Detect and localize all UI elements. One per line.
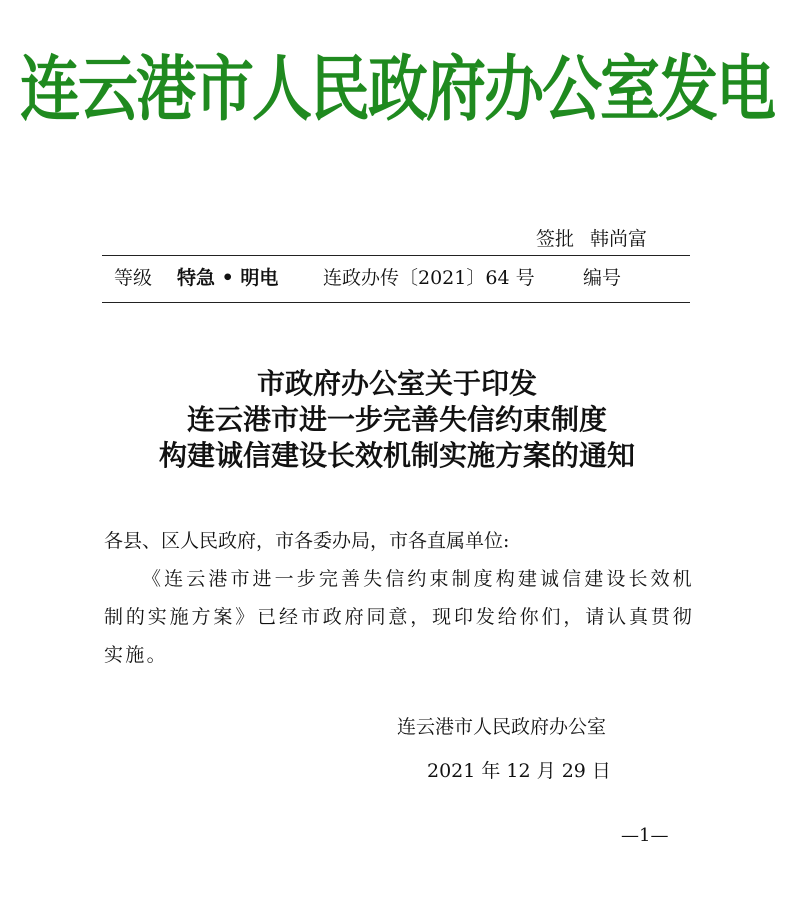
title-line: 连云港市进一步完善失信约束制度 bbox=[186, 403, 607, 436]
page-number: —1— bbox=[621, 825, 669, 846]
title-line: 市政府办公室关于印发 bbox=[256, 367, 537, 400]
body-text bbox=[104, 522, 694, 674]
body-paragraph: 《连云港市进一步完善失信约束制度构建诚信建设长效机制的实施方案》已经市政府同意，现印发给你们，请认真贯彻实施。 bbox=[104, 568, 694, 666]
top-rule bbox=[102, 255, 690, 256]
level-label: 等级 bbox=[114, 267, 153, 289]
date: 2021 年 12 月 29 日 bbox=[427, 760, 611, 782]
signoff bbox=[536, 226, 647, 252]
title-line: 构建诚信建设长效机制实施方案的通知 bbox=[158, 439, 635, 472]
header-title: 连云港市人民政府办公室发电 bbox=[20, 48, 774, 132]
sender: 连云港市人民政府办公室 bbox=[397, 716, 607, 738]
number-label: 编号 bbox=[583, 267, 622, 289]
signoff-label: 签批 bbox=[536, 228, 575, 250]
signoff-name: 韩尚富 bbox=[590, 228, 648, 250]
meta-row bbox=[114, 264, 694, 294]
document-number: 连政办传〔2021〕64 号 bbox=[323, 267, 535, 289]
level-value: 特急 • 明电 bbox=[177, 267, 279, 289]
addressee: 各县、区人民政府，市各委办局，市各直属单位: bbox=[104, 530, 510, 552]
bottom-rule bbox=[102, 302, 690, 303]
document-title bbox=[0, 366, 794, 474]
